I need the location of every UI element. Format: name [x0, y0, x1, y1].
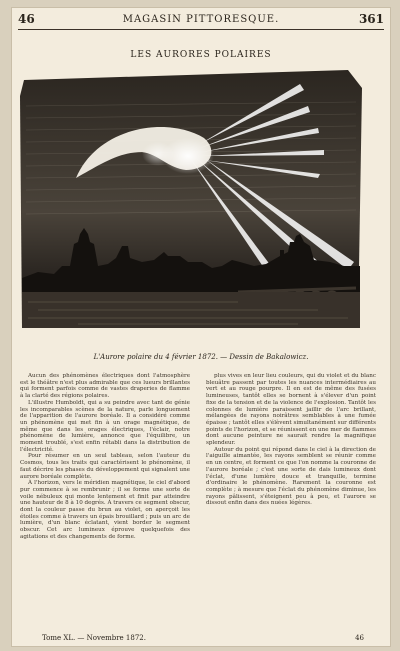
text-column-right — [206, 373, 376, 507]
paragraph: Pour résumer en un seul tableau, selon l'auteur du Cosmos, tous les traits qui caractérisent le phénomène, il faut décrire les phases du développement qui signalent une aurore boréale complète. — [20, 453, 190, 480]
paragraph: À l'horizon, vers le méridien magnétique, le ciel d'abord pur commence à se rembrunir ; il se forme une sorte de voile nébuleux qui monte lentement et finit par atteindre une hauteur de 8 à 10 degrés. À travers ce segment obscur, dont la couleur passe du brun au violet, on aperçoit les étoiles comme à travers un épais brouillard ; puis un arc de lumière, d'un blanc éclatant, vient border le segment obscur. Cet arc lumineux éprouve quelquefois des agitations et des changements de forme. — [20, 480, 190, 540]
running-header — [18, 12, 384, 26]
footer-signature: 46 — [355, 634, 364, 642]
article-title: LES AURORES POLAIRES — [130, 50, 272, 60]
illustration-caption: L'Aurore polaire du 4 février 1872. — Dessin de Bakalowicz. — [93, 353, 309, 361]
page-number-right: 361 — [358, 12, 384, 26]
paragraph: Aucun des phénomènes électriques dont l'atmosphère est le théâtre n'est plus admirable que ces lueurs brillantes qui forment parfois comme de vastes draperies de flamme à la clarté des régions polaires. — [20, 373, 190, 400]
paragraph: plus vives en leur lieu couleurs, qui du violet et du blanc bleuâtre passent par toutes les nuances intermédiaires au vert et au rouge pourpre. Il en est de même des fusées lumineuses, tantôt elles se bornent à s'élever d'un point fixe de la tension et de la violence de l'explosion. Tantôt les colonnes de lumière paraissent jaillir de l'arc brillant, mélangées de rayons noirâtres semblables à une fumée épaisse ; tantôt elles s'élèvent simultanément sur différents points de l'horizon, et se réunissent en une mer de flammes dont aucune peinture ne saurait rendre la magnifique splendeur. — [206, 373, 376, 447]
magazine-page — [12, 8, 390, 646]
text-column-left — [20, 373, 190, 541]
paragraph: Autour du point qui répond dans le ciel à la direction de l'aiguille aimantée, les rayons semblent se réunir comme en un centre, et forment ce que l'on nomme la couronne de l'aurore boréale ; c'est une sorte de dais lumineux dont l'éclat, d'une lumière douce et tranquille, termine d'ordinaire le phénomène. Rarement la couronne est complète ; à mesure que l'éclat du phénomène diminue, les rayons pâlissent, s'éteignent peu à peu, et l'aurore se dissout enfin dans des nuées légères. — [206, 446, 376, 507]
page-footer — [18, 634, 384, 644]
aurora-engraving — [18, 66, 364, 336]
magazine-title: MAGASIN PITTORESQUE. — [122, 14, 280, 25]
page-number-left: 46 — [18, 12, 35, 26]
paragraph: L'illustre Humboldt, qui a su peindre avec tant de génie les incomparables scènes de la nature, parle longuement de l'apparition de l'aurore boréale. Il a considéré comme un phénomène qui met fin à un orage magnétique, de même que dans les orages électriques, l'éclair, notre phénomène de lumière, annonce que l'équilibre, un moment troublé, s'est enfin rétabli dans la distribution de l'électricité. — [20, 399, 190, 453]
footer-volume-date: Tome XL. — Novembre 1872. — [42, 634, 146, 642]
header-rule — [18, 29, 384, 30]
